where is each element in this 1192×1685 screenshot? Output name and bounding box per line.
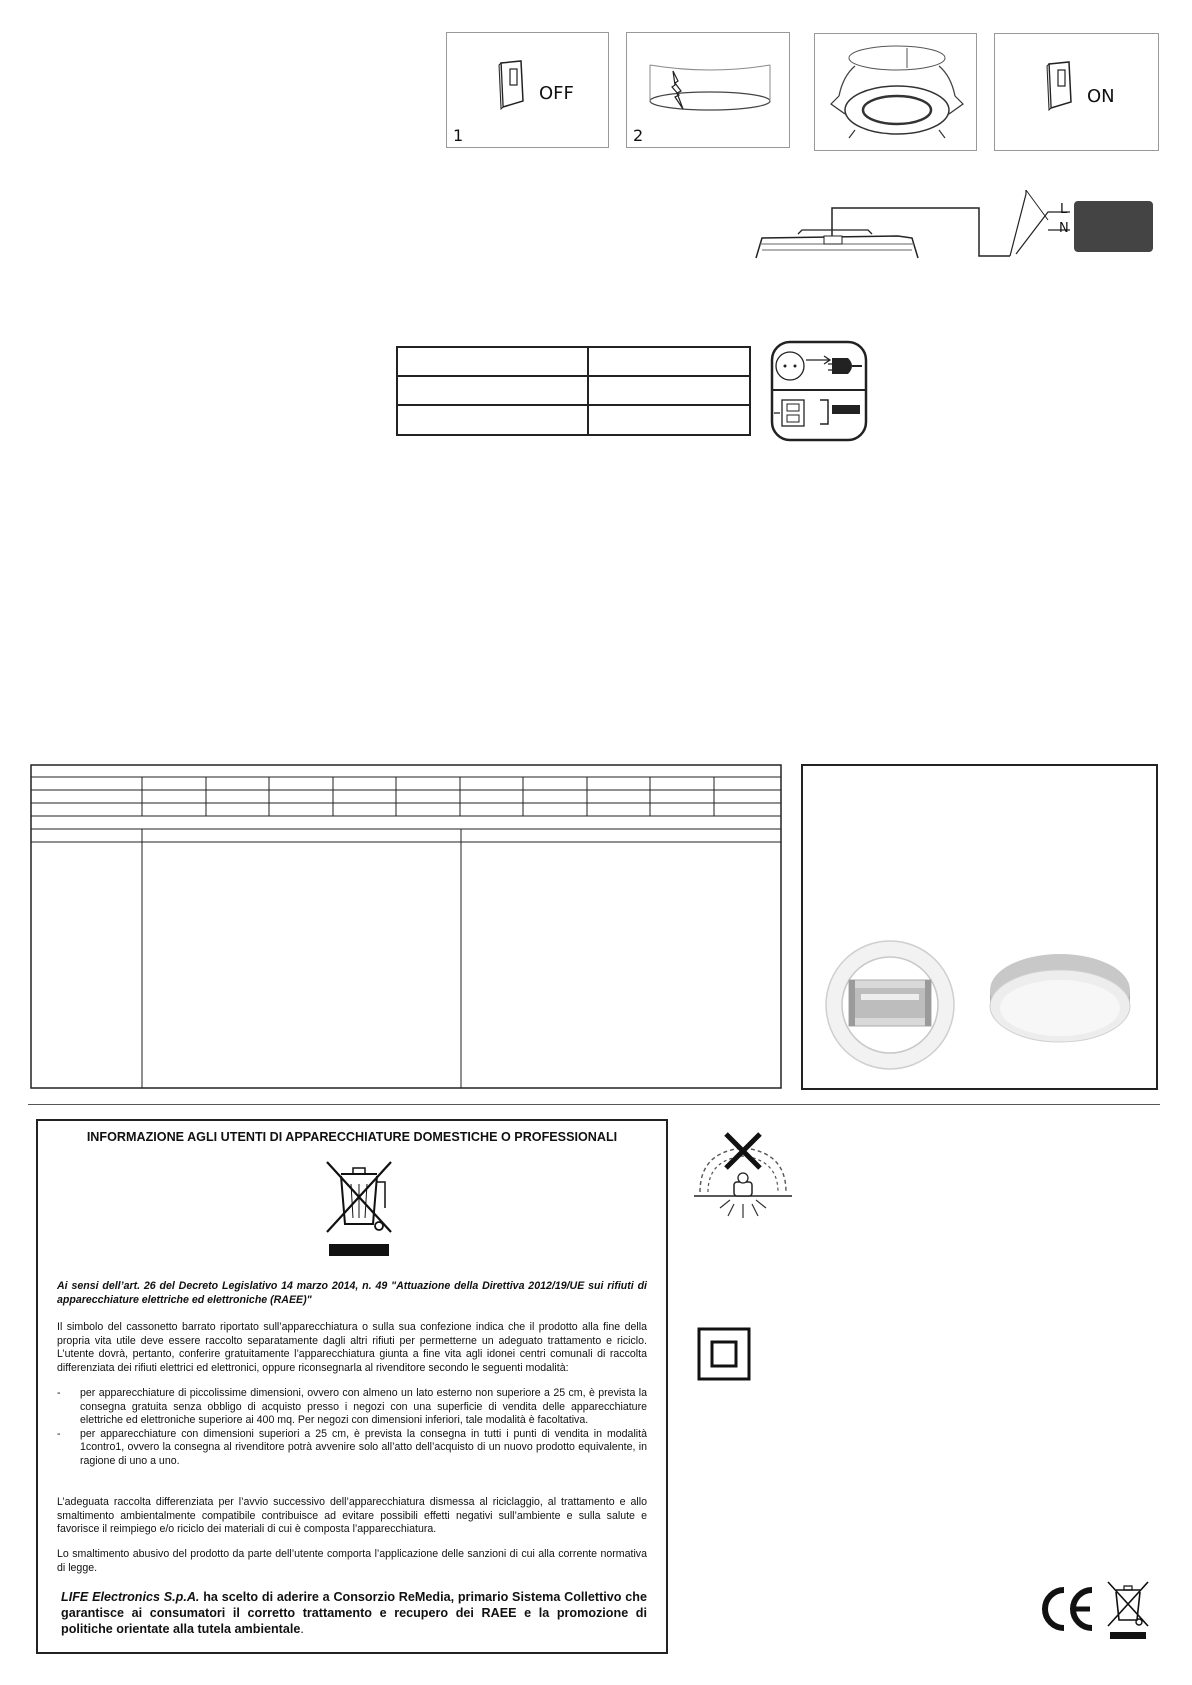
- company-name: LIFE Electronics S.p.A.: [61, 1590, 200, 1604]
- raee-list: [57, 1387, 647, 1468]
- product-panel-photo: [986, 946, 1134, 1050]
- driver-box: [1074, 201, 1153, 252]
- raee-info-box: [36, 1119, 668, 1654]
- install-step-1: [446, 32, 609, 148]
- class-ii-double-insulation-icon: [697, 1327, 753, 1383]
- product-frame-photo: [823, 938, 957, 1072]
- install-step-3: [814, 33, 977, 151]
- raee-paragraph-1: Il simbolo del cassonetto barrato riportato sull’apparecchiatura o sulla sua confezione indica che il prodotto alla fine della propria vita utile deve essere raccolto separatamente dagli altri rifiuti per permetterne un adeguato trattamento e riciclo. L’utente dovrà, pertanto, conferire gratuitamente l’apparecchiatura giunta a fine vita agli idonei centri comunali di raccolta differenziata dei rifiuti elettrici ed elettronici, oppure riconsegnarla al rivenditore secondo le seguenti modalità:: [57, 1321, 647, 1374]
- raee-list-item: - per apparecchiature di piccolissime dimensioni, ovvero con almeno un lato esterno non superiore a 25 cm, è prevista la consegna gratuita senza obbligo di acquisto presso i negozi con una superficie di vendita delle apparecchiature elettriche ed elettroniche superiore ai 400 mq. Per negozi con dimensioni inferiori, tale modalità è facoltativa.: [57, 1387, 647, 1428]
- raee-paragraph-3: Lo smaltimento abusivo del prodotto da parte dell’utente comporta l’applicazione delle sanzioni di cui alla corrente normativa di legge.: [57, 1548, 647, 1574]
- raee-footer: [61, 1589, 647, 1637]
- raee-footer-end: .: [300, 1622, 304, 1636]
- raee-title: INFORMAZIONE AGLI UTENTI DI APPARECCHIATURE DOMESTICHE O PROFESSIONALI: [86, 1130, 618, 1144]
- product-photo-box: [801, 764, 1158, 1090]
- line-wire-label: L: [1060, 202, 1068, 217]
- ceiling-cut-icon: [645, 53, 775, 115]
- spec-table: [396, 346, 753, 438]
- raee-footer-text: ha scelto di aderire a Consorzio ReMedia, primario Sistema Collettivo che garantisce ai consumatori il corretto trattamento e recupero dei RAEE e la promozione di politiche orientate alla tutela ambientale: [61, 1590, 647, 1636]
- product-data-table: [30, 764, 783, 1090]
- section-divider: [28, 1104, 1160, 1105]
- step-number: 1: [453, 126, 464, 145]
- step-number: 2: [633, 126, 644, 145]
- fixture-insert-icon: [825, 40, 970, 146]
- install-step-2: [626, 32, 790, 148]
- wall-switch-off-icon: [495, 57, 529, 112]
- neutral-wire-label: N: [1059, 221, 1069, 236]
- install-step-4: [994, 33, 1159, 151]
- plug-connection-icon: [770, 340, 868, 442]
- weee-crossed-bin-icon: [321, 1158, 397, 1258]
- switch-off-label: OFF: [539, 83, 574, 104]
- ce-mark-icon: [1038, 1580, 1096, 1638]
- raee-paragraph-2: L’adeguata raccolta differenziata per l’avvio successivo dell’apparecchiatura dismessa al riciclaggio, al trattamento e allo smaltimento ambientalmente compatibile contribuisce ad evitare possibili effetti negativi sull’ambiente e sulla salute e favorisce il reimpiego e/o riciclo dei materiali di cui è composta l’apparecchiatura.: [57, 1496, 647, 1535]
- raee-list-item: - per apparecchiature con dimensioni superiori a 25 cm, è prevista la consegna in tutti i punti di vendita in modalità 1contro1, ovvero la consegna al rivenditore potrà avvenire solo all’atto dell’acquisto di un nuovo prodotto equivalente, in ragione di uno a uno.: [57, 1428, 647, 1469]
- no-insulation-cover-icon: [690, 1132, 796, 1222]
- raee-intro: Ai sensi dell’art. 26 del Decreto Legislativo 14 marzo 2014, n. 49 "Attuazione della Direttiva 2012/19/UE sui rifiuti di apparecchiature elettriche ed elettroniche (RAEE)": [57, 1280, 647, 1306]
- switch-on-label: ON: [1087, 86, 1115, 107]
- wiring-diagram: [748, 182, 1158, 268]
- weee-bin-icon: [1104, 1578, 1152, 1642]
- wall-switch-on-icon: [1043, 58, 1077, 113]
